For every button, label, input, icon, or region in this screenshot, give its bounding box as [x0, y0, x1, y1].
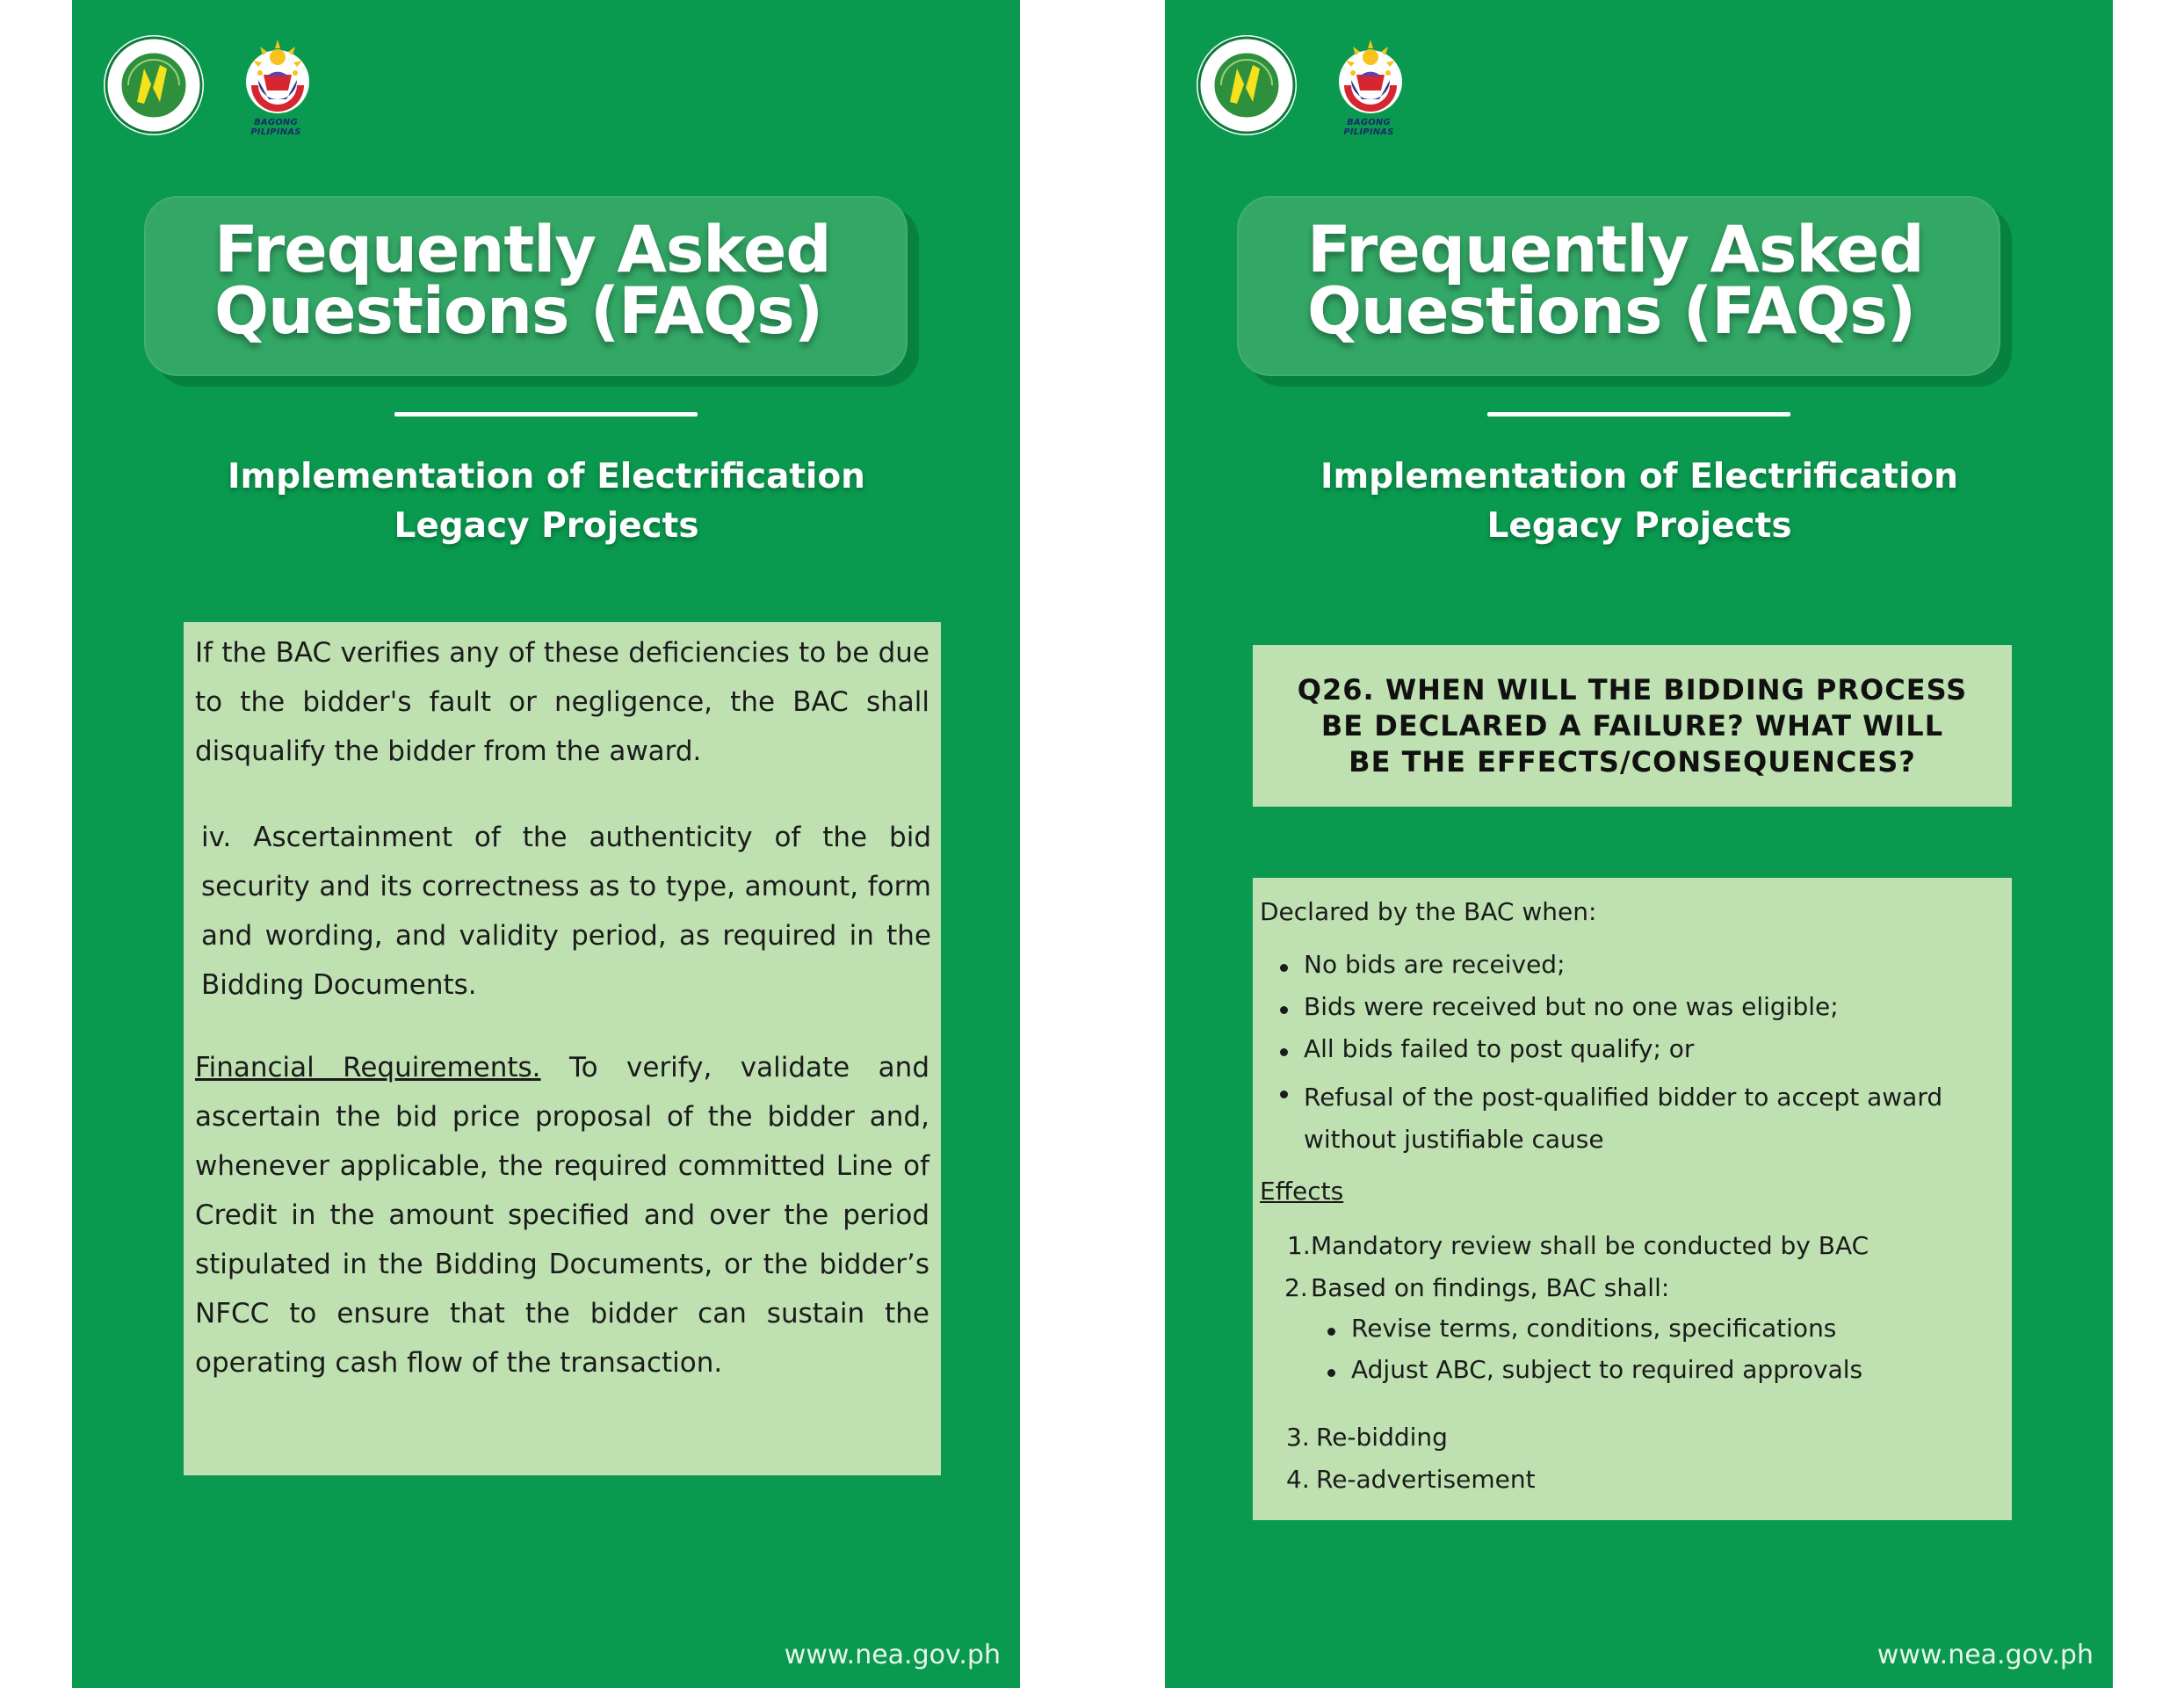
bagong-pilipinas-text: BAGONG PILIPINAS [250, 118, 301, 137]
content-card [184, 622, 941, 1475]
nea-seal-icon [1195, 33, 1298, 137]
list-item: Bids were received but no one was eligible; [1304, 992, 1839, 1021]
question-line-3: BE THE EFFECTS/CONSEQUENCES? [1349, 744, 1916, 779]
list-item: No bids are received; [1304, 950, 1566, 979]
page-title [214, 213, 917, 349]
subtitle-line-1: Implementation of Electrification [228, 457, 865, 496]
faq-panel-left [72, 0, 1020, 1688]
effect-number: 3. [1286, 1423, 1310, 1452]
header-logos [102, 33, 313, 139]
financial-requirements-body: To verify, validate and ascertain the bid price proposal of the bidder and, whenever applicable, the required committed Line of Credit in the amount specified and over the period stipulated in the Bidding Documents, or the bidder’s NFCC to ensure that the bidder can sustain the operating cash flow of the transaction. [195, 1052, 929, 1379]
page-subtitle [142, 453, 951, 551]
faq-panel-right [1165, 0, 2113, 1688]
effects-label: Effects [1260, 1177, 1344, 1206]
title-line-2: Questions (FAQs) [214, 274, 823, 349]
question-line-2: BE DECLARED A FAILURE? WHAT WILL [1320, 708, 1944, 743]
title-line-1: Frequently Asked [214, 213, 831, 287]
effect-item: Mandatory review shall be conducted by BAC [1311, 1231, 1869, 1260]
footer-url: www.nea.gov.ph [784, 1640, 1001, 1670]
footer-url: www.nea.gov.ph [1877, 1640, 2094, 1670]
title-divider [394, 412, 698, 417]
question-heading [1268, 672, 1997, 780]
effect-subitem: Adjust ABC, subject to required approvals [1351, 1355, 1863, 1384]
subtitle-line-2: Legacy Projects [394, 506, 699, 546]
title-divider [1487, 412, 1790, 417]
title-line-2: Questions (FAQs) [1307, 274, 1916, 349]
page-title [1307, 213, 2010, 349]
declared-intro: Declared by the BAC when: [1260, 897, 1597, 926]
answer-card [1253, 878, 2012, 1520]
subtitle-line-1: Implementation of Electrification [1320, 457, 1958, 496]
nea-seal-icon [102, 33, 206, 137]
list-item: All bids failed to post qualify; or [1304, 1034, 1695, 1063]
financial-requirements-label: Financial Requirements. [195, 1052, 541, 1083]
paragraph-bid-security: iv. Ascertainment of the authenticity of the bid security and its correctness as to type, amount, form and wording, and validity period, as required in the Bidding Documents. [201, 822, 931, 1001]
effect-item: Re-bidding [1316, 1423, 1448, 1452]
question-line-1: Q26. WHEN WILL THE BIDDING PROCESS [1297, 672, 1968, 706]
effect-number: 1. [1287, 1231, 1311, 1260]
header-logos [1195, 33, 1406, 139]
effect-number: 2. [1284, 1273, 1308, 1302]
effect-item: Based on findings, BAC shall: [1311, 1273, 1670, 1302]
question-box [1253, 645, 2012, 807]
effect-number: 4. [1286, 1465, 1310, 1494]
bagong-pilipinas-text: BAGONG PILIPINAS [1343, 118, 1394, 137]
paragraph-financial-requirements [195, 1043, 929, 1387]
bagong-pilipinas-logo-icon [1327, 36, 1414, 124]
bagong-pilipinas-logo-icon [234, 36, 322, 124]
subtitle-line-2: Legacy Projects [1486, 506, 1792, 546]
effect-item: Re-advertisement [1316, 1465, 1536, 1494]
list-item: Refusal of the post-qualified bidder to accept award without justifiable cause [1304, 1076, 1989, 1161]
paragraph-disqualify: If the BAC verifies any of these deficiencies to be due to the bidder's fault or negligence, the BAC shall disqualify the bidder from the award. [195, 637, 929, 767]
page-subtitle [1235, 453, 2043, 551]
effect-subitem: Revise terms, conditions, specifications [1351, 1314, 1837, 1343]
title-line-1: Frequently Asked [1307, 213, 1924, 287]
